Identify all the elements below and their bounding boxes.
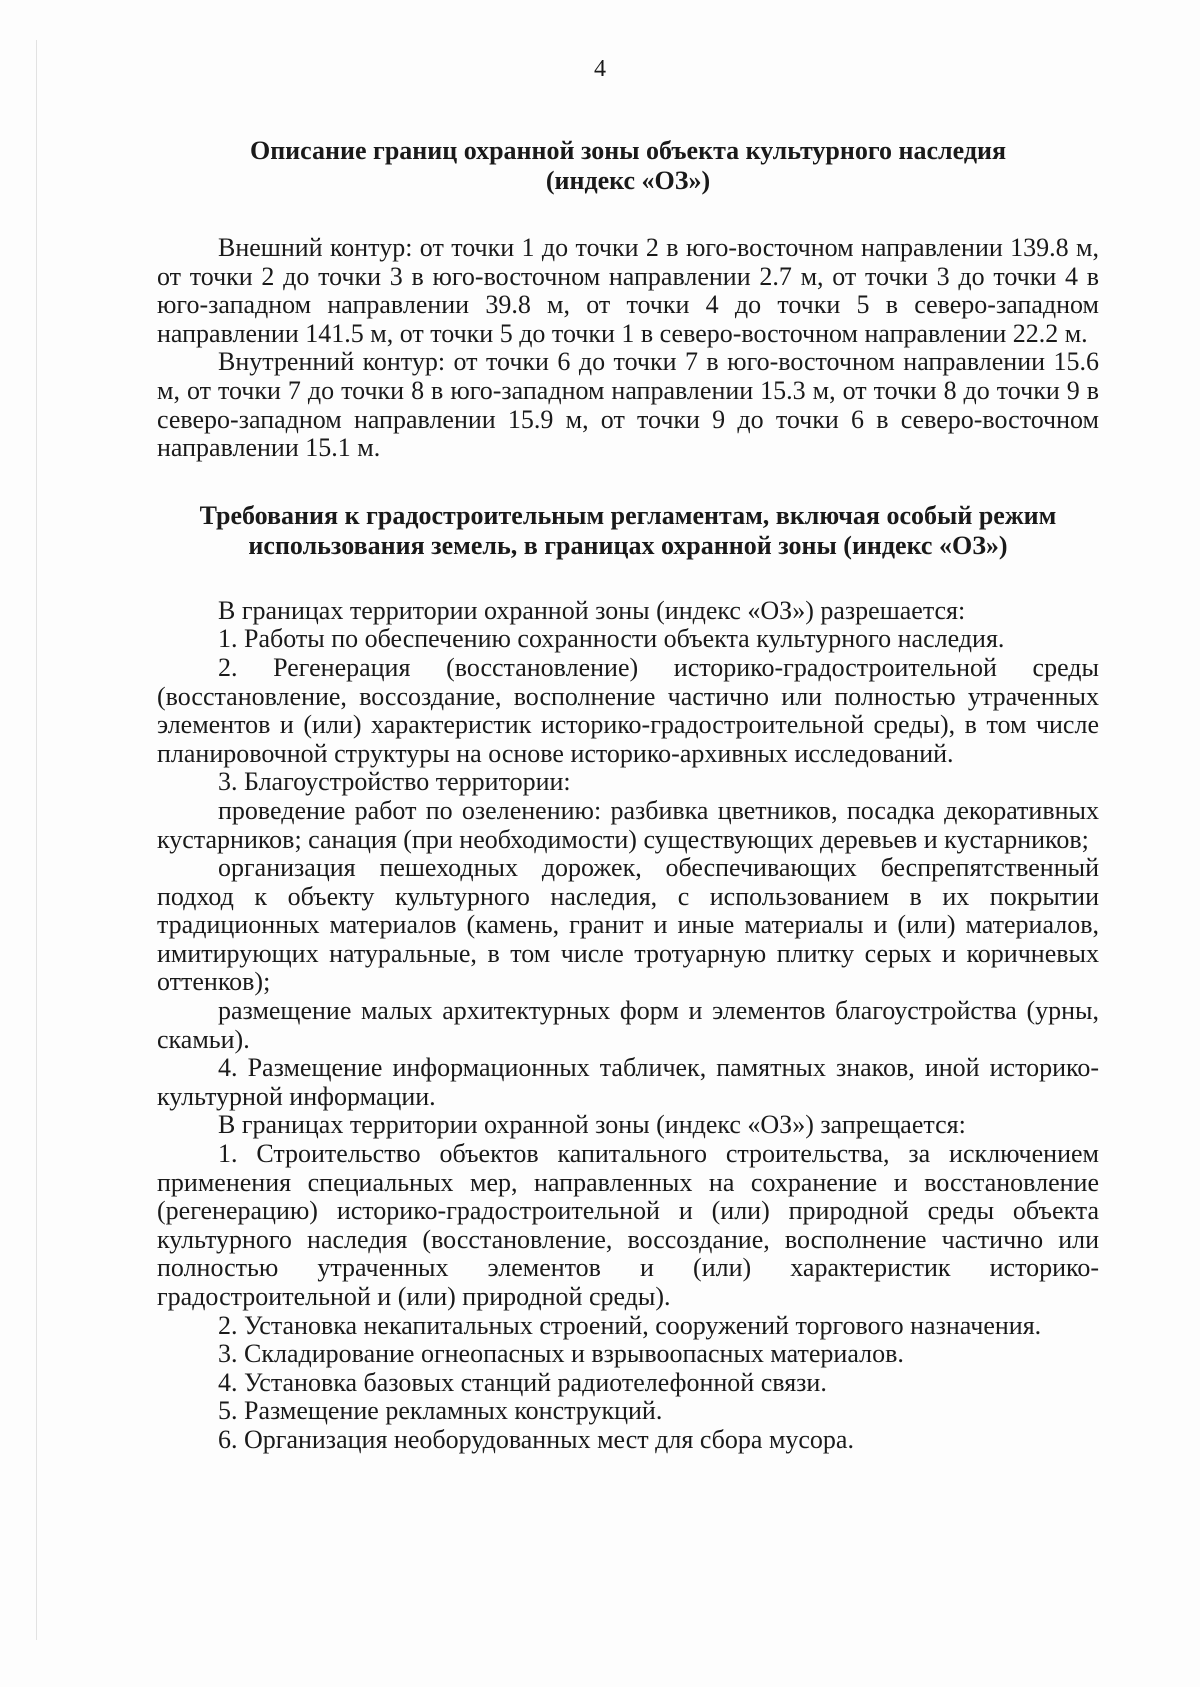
section2-title <box>157 501 1099 561</box>
paragraph-prohibited-5: 5. Размещение рекламных конструкций. <box>218 1396 663 1426</box>
section2-title-line1: Требования к градостроительным регламентам, включая особый режим <box>199 500 1057 530</box>
paragraph-allowed-4: 4. Размещение информационных табличек, памятных знаков, иной историко-культурной информации. <box>157 1053 1099 1111</box>
document-body <box>157 131 1099 1455</box>
paragraph-outer-contour: Внешний контур: от точки 1 до точки 2 в юго-восточном направлении 139.8 м, от точки 2 до точки 3 в юго-восточном направлении 2.7 м, от точки 3 до точки 4 в юго-западном направлении 39.8 м, от точки 4 до точки 5 в северо-западном направлении 141.5 м, от точки 5 до точки 1 в северо-восточном направлении 22.2 м. <box>157 233 1099 348</box>
paragraph-allowed-3-small-forms: размещение малых архитектурных форм и элементов благоустройства (урны, скамьи). <box>157 996 1099 1054</box>
paragraph-allowed-1: 1. Работы по обеспечению сохранности объекта культурного наследия. <box>218 624 1005 654</box>
paragraph-allowed-2: 2. Регенерация (восстановление) историко-градостроительной среды (восстановление, воссоздание, восполнение частично или полностью утраченных элементов и (или) характеристик историко-градостроительной среды), в том числе планировочной структуры на основе историко-архивных исследований. <box>157 652 1099 768</box>
paragraph-allowed-intro: В границах территории охранной зоны (индекс «ОЗ») разрешается: <box>218 595 966 625</box>
paragraph-prohibited-6: 6. Организация необорудованных мест для сбора мусора. <box>218 1424 854 1454</box>
section2-body <box>157 597 1099 1455</box>
scan-edge-line <box>36 40 37 1640</box>
paragraph-prohibited-3: 3. Складирование огнеопасных и взрывоопасных материалов. <box>218 1339 904 1369</box>
section1-title-line1: Описание границ охранной зоны объекта культурного наследия <box>249 136 1007 165</box>
paragraph-allowed-3-greening: проведение работ по озеленению: разбивка цветников, посадка декоративных кустарников; санация (при необходимости) существующих деревьев и кустарников; <box>157 795 1099 854</box>
section1-body <box>157 234 1099 463</box>
paragraph-prohibited-1: 1. Строительство объектов капитального строительства, за исключением применения специальных мер, направленных на сохранение и восстановление (регенерацию) историко-градостроительной и (или) природной среды объекта культурного наследия (восстановление, воссоздание, восполнение частично или полностью утраченных элементов и (или) характеристик историко-градостроительной и (или) природной среды). <box>157 1139 1099 1311</box>
page-number: 4 <box>594 56 606 82</box>
paragraph-inner-contour: Внутренний контур: от точки 6 до точки 7 в юго-восточном направлении 15.6 м, от точки 7 до точки 8 в юго-западном направлении 15.3 м, от точки 8 до точки 9 в северо-западном направлении 15.9 м, от точки 9 до точки 6 в северо-восточном направлении 15.1 м. <box>157 347 1099 463</box>
paragraph-prohibited-intro: В границах территории охранной зоны (индекс «ОЗ») запрещается: <box>218 1110 966 1140</box>
paragraph-allowed-3-paths: организация пешеходных дорожек, обеспечивающих беспрепятственный подход к объекту культурного наследия, с использованием в их покрытии традиционных материалов (камень, гранит и иные материалы и (или) материалов, имитирующих натуральные, в том числе тротуарную плитку серых и коричневых оттенков); <box>157 853 1099 997</box>
section1-title-line2: (индекс «ОЗ») <box>545 166 711 195</box>
paragraph-prohibited-4: 4. Установка базовых станций радиотелефонной связи. <box>218 1367 827 1397</box>
section1-title <box>157 136 1099 196</box>
section2-title-line2: использования земель, в границах охранной зоны (индекс «ОЗ») <box>248 530 1008 560</box>
paragraph-prohibited-2: 2. Установка некапитальных строений, сооружений торгового назначения. <box>218 1310 1042 1340</box>
paragraph-allowed-3: 3. Благоустройство территории: <box>218 767 571 797</box>
